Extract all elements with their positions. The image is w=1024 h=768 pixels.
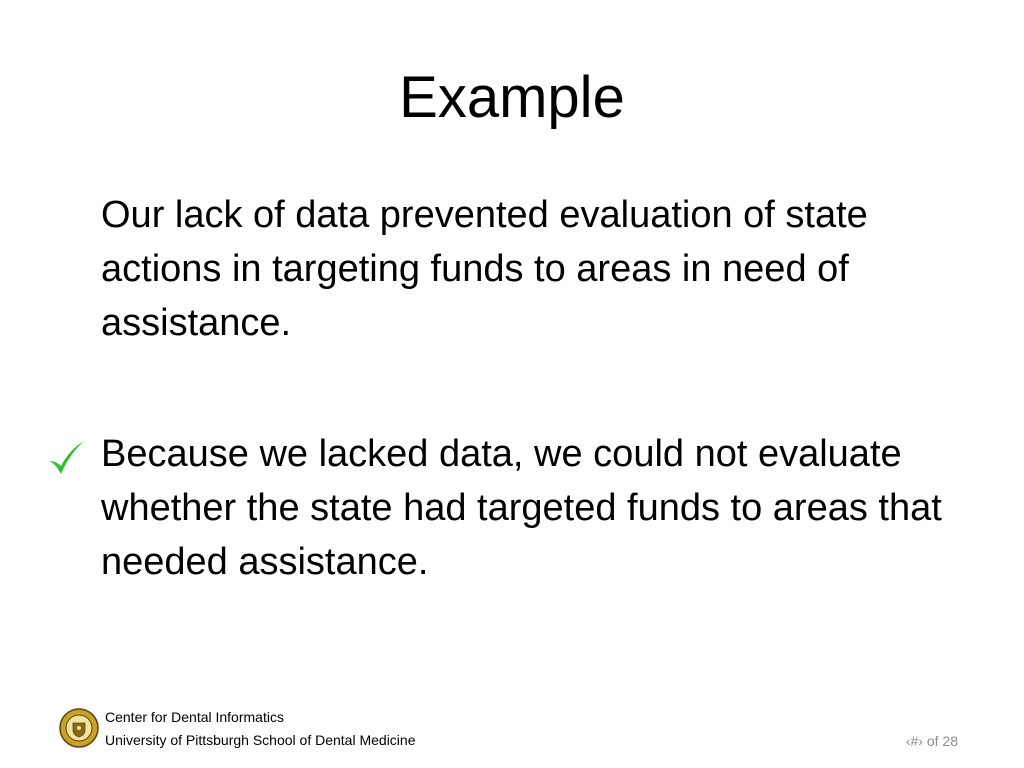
check-icon [46, 438, 86, 478]
footer-university-name: University of Pittsburgh School of Dental Medicine [105, 732, 416, 748]
slide-title: Example [399, 65, 625, 130]
page-number: ‹#› of 28 [905, 733, 958, 749]
paragraph-revised: Because we lacked data, we could not evaluate whether the state had targeted funds to areas that needed assistance. [101, 433, 942, 583]
footer-org-name: Center for Dental Informatics [105, 709, 284, 725]
university-seal-icon [59, 708, 99, 748]
paragraph-original: Our lack of data prevented evaluation of state actions in targeting funds to areas in need of assistance. [101, 194, 868, 344]
